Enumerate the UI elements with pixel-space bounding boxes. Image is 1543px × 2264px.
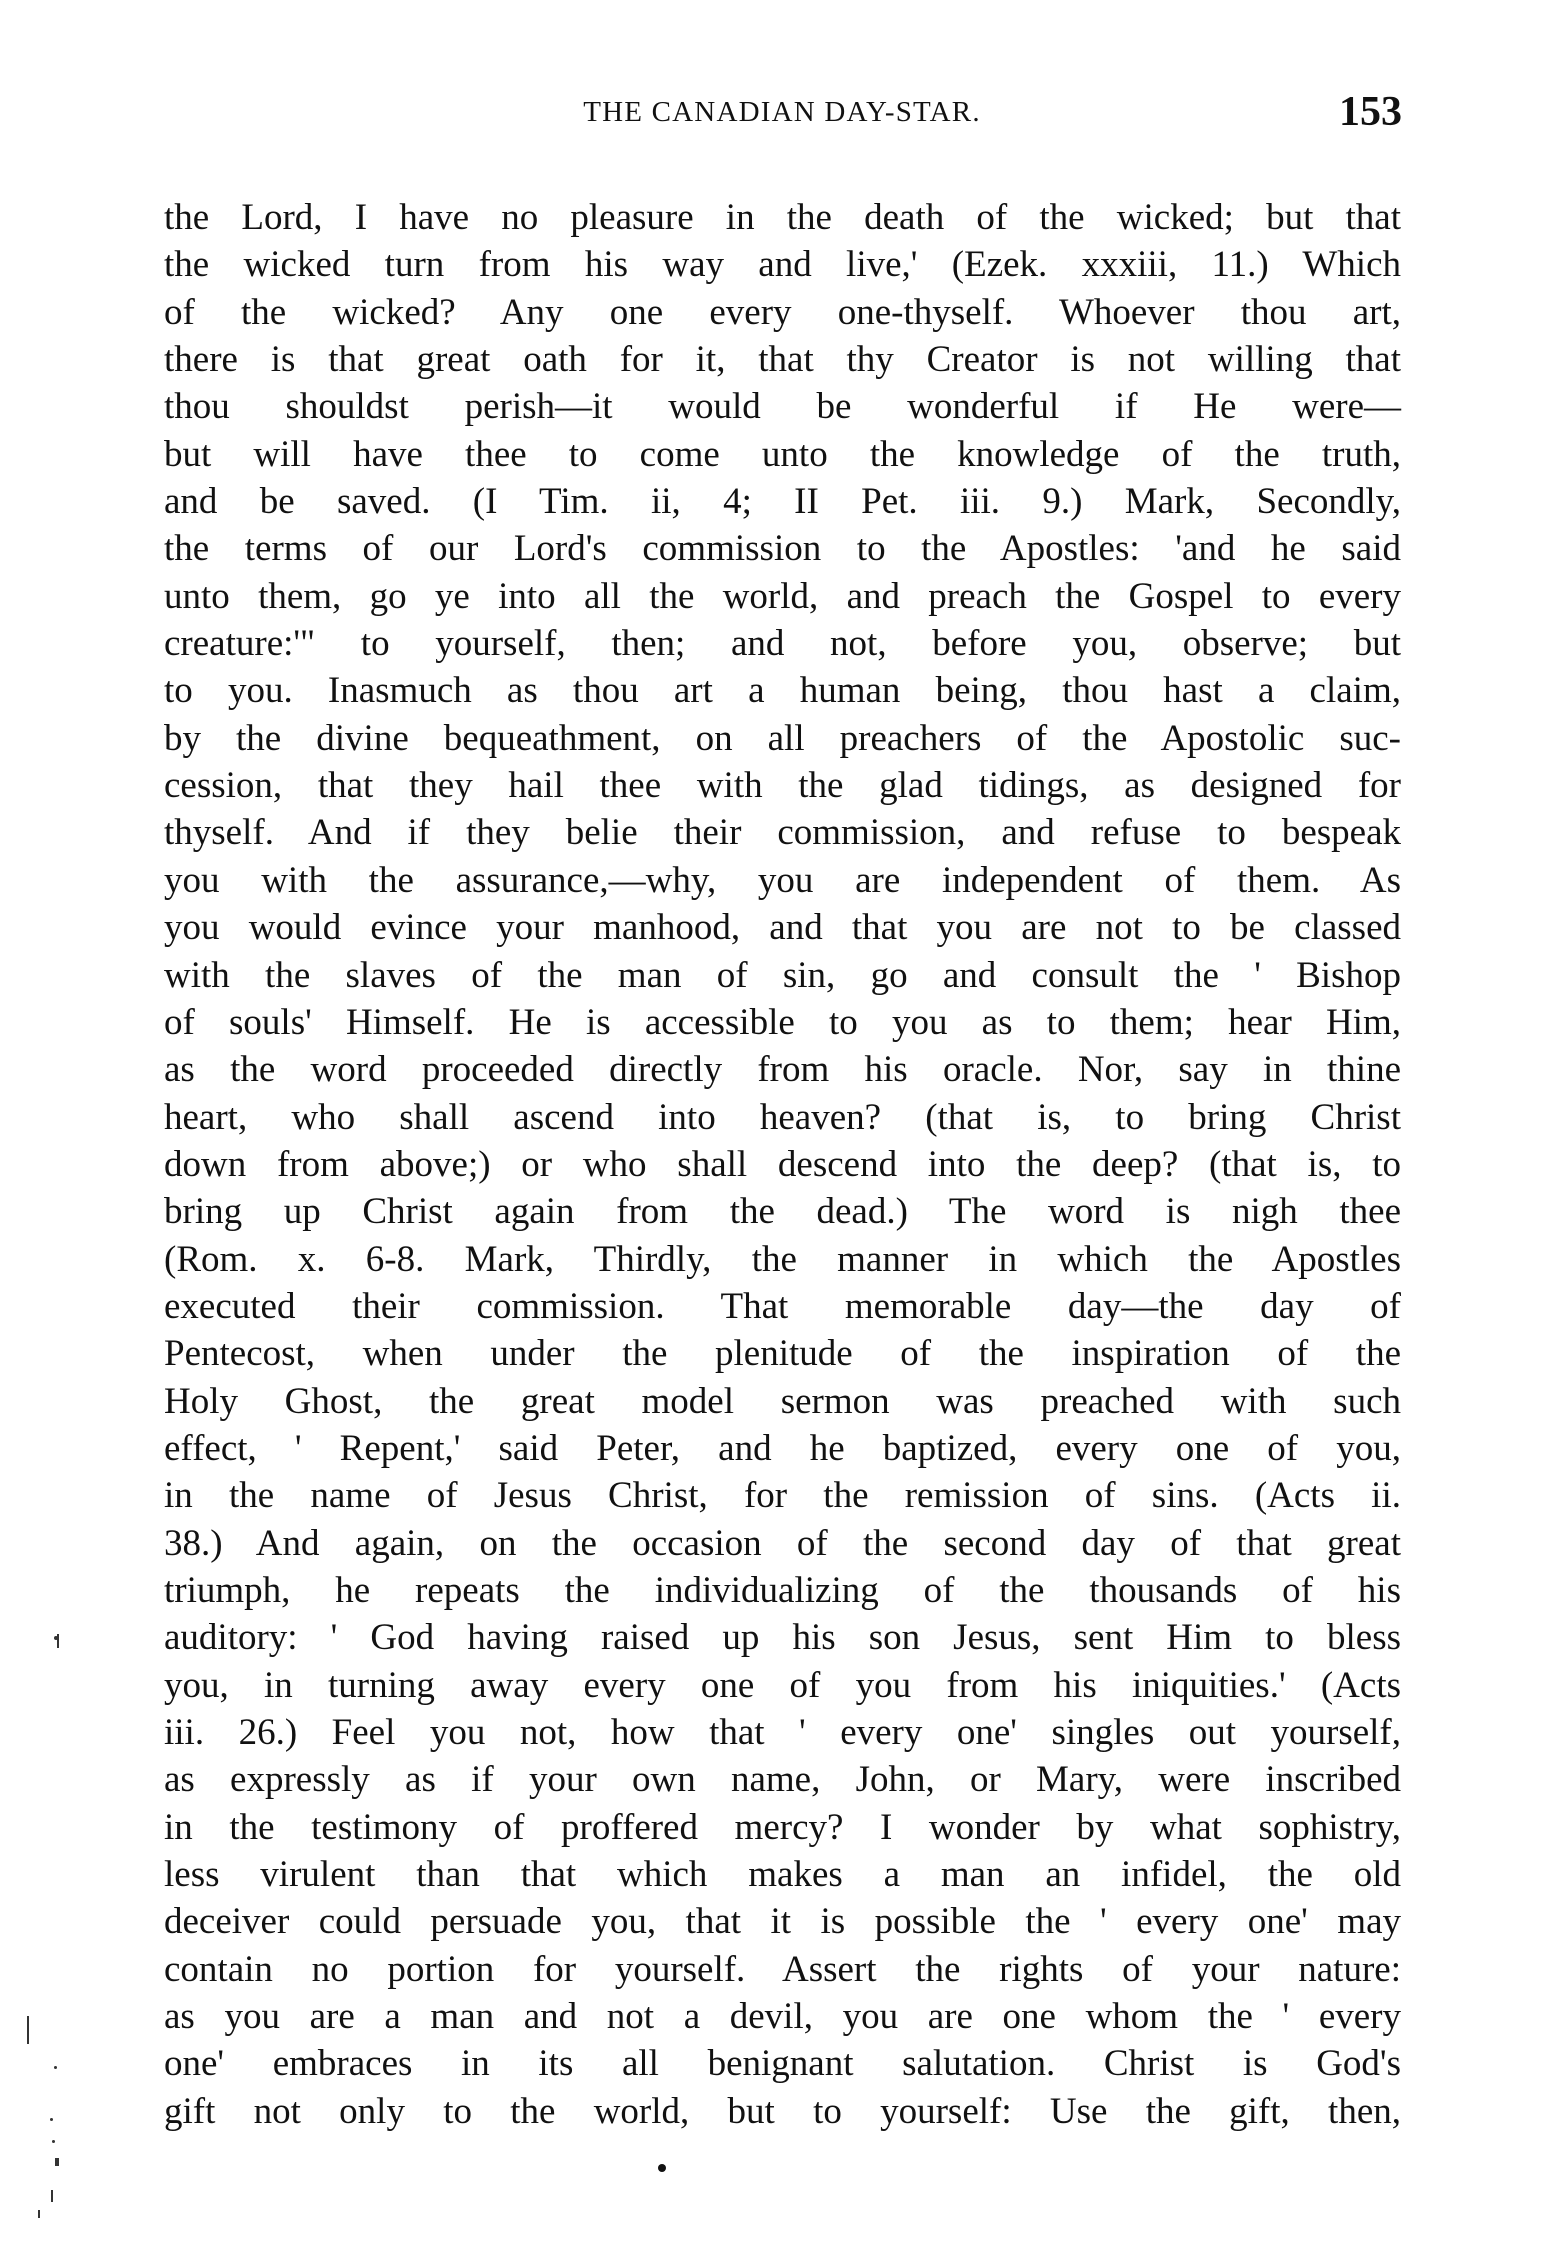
text-line-23: (Rom. x. 6-8. Mark, Thirdly, the manner in which the Apostles [164,1238,1401,1280]
text-line-20: heart, who shall ascend into heaven? (that is, to bring Christ [164,1096,1401,1138]
text-line-26: Holy Ghost, the great model sermon was preached with such [164,1380,1401,1422]
text-line-19: as the word proceeded directly from his oracle. Nor, say in thine [164,1049,1401,1091]
text-line-35: in the testimony of proffered mercy? I wonder by what sophistry, [164,1806,1401,1848]
text-line-5: thou shouldst perish—it would be wonderful if He were— [164,386,1401,428]
text-line-33: iii. 26.) Feel you not, how that ' every one' singles out yourself, [164,1712,1401,1753]
margin-speck [50,2118,53,2121]
printer-dot-mark [658,2164,666,2172]
text-line-39: as you are a man and not a devil, you are one whom the ' every [164,1996,1401,2038]
text-line-16: you would evince your manhood, and that you are not to be classed [164,907,1401,949]
text-line-36: less virulent than that which makes a man an infidel, the old [164,1854,1401,1896]
text-line-15: you with the assurance,—why, you are independent of them. As [164,859,1401,901]
text-line-7: and be saved. (I Tim. ii, 4; II Pet. iii. 9.) Mark, Secondly, [164,481,1401,523]
text-line-11: to you. Inasmuch as thou art a human being, thou hast a claim, [164,670,1401,712]
margin-speck [38,2210,40,2218]
text-line-34: as expressly as if your own name, John, or Mary, were inscribed [164,1759,1401,1801]
text-line-10: creature:'" to yourself, then; and not, before you, observe; but [164,623,1401,665]
text-line-14: thyself. And if they belie their commission, and refuse to bespeak [164,812,1401,854]
body-text [164,194,1401,2135]
text-line-18: of souls' Himself. He is accessible to you as to them; hear Him, [164,1001,1401,1043]
text-line-17: with the slaves of the man of sin, go and consult the ' Bishop [164,954,1401,996]
text-line-3: of the wicked? Any one every one-thyself. Whoever thou art, [164,291,1401,333]
text-line-31: auditory: ' God having raised up his son Jesus, sent Him to bless [164,1617,1401,1659]
text-line-6: but will have thee to come unto the knowledge of the truth, [164,433,1401,475]
margin-speck [27,2016,29,2044]
running-title: THE CANADIAN DAY-STAR. [583,96,981,128]
text-line-40: one' embraces in its all benignant salutation. Christ is God's [164,2043,1401,2085]
text-line-4: there is that great oath for it, that thy Creator is not willing that [164,339,1401,381]
text-line-21: down from above;) or who shall descend into the deep? (that is, to [164,1143,1401,1185]
text-line-22: bring up Christ again from the dead.) The word is nigh thee [164,1191,1401,1233]
text-line-25: Pentecost, when under the plenitude of the inspiration of the [164,1333,1401,1375]
page-number: 153 [1339,89,1402,135]
text-line-37: deceiver could persuade you, that it is possible the ' every one' may [164,1901,1401,1943]
text-line-12: by the divine bequeathment, on all preachers of the Apostolic suc- [164,717,1401,759]
margin-speck [52,2140,55,2143]
text-line-8: the terms of our Lord's commission to the Apostles: 'and he said [164,528,1401,570]
text-line-29: 38.) And again, on the occasion of the second day of that great [164,1522,1401,1564]
text-line-24: executed their commission. That memorable day—the day of [164,1285,1401,1327]
margin-speck [54,2066,57,2069]
text-line-2: the wicked turn from his way and live,' (Ezek. xxxiii, 11.) Which [164,244,1401,286]
text-line-32: you, in turning away every one of you from his iniquities.' (Acts [164,1664,1401,1706]
margin-speck [51,2190,53,2202]
text-line-41: gift not only to the world, but to yourself: Use the gift, then, [164,2090,1401,2132]
margin-speck [55,2158,59,2166]
text-line-38: contain no portion for yourself. Assert the rights of your nature: [164,1948,1401,1990]
text-line-27: effect, ' Repent,' said Peter, and he baptized, every one of you, [164,1427,1401,1469]
text-line-30: triumph, he repeats the individualizing of the thousands of his [164,1569,1401,1611]
text-line-13: cession, that they hail thee with the glad tidings, as designed for [164,765,1401,807]
text-line-28: in the name of Jesus Christ, for the remission of sins. (Acts ii. [164,1475,1401,1517]
margin-speck [57,1634,59,1648]
text-line-9: unto them, go ye into all the world, and preach the Gospel to every [164,575,1401,617]
text-line-1: the Lord, I have no pleasure in the death of the wicked; but that [164,197,1401,238]
running-head [162,88,1402,148]
